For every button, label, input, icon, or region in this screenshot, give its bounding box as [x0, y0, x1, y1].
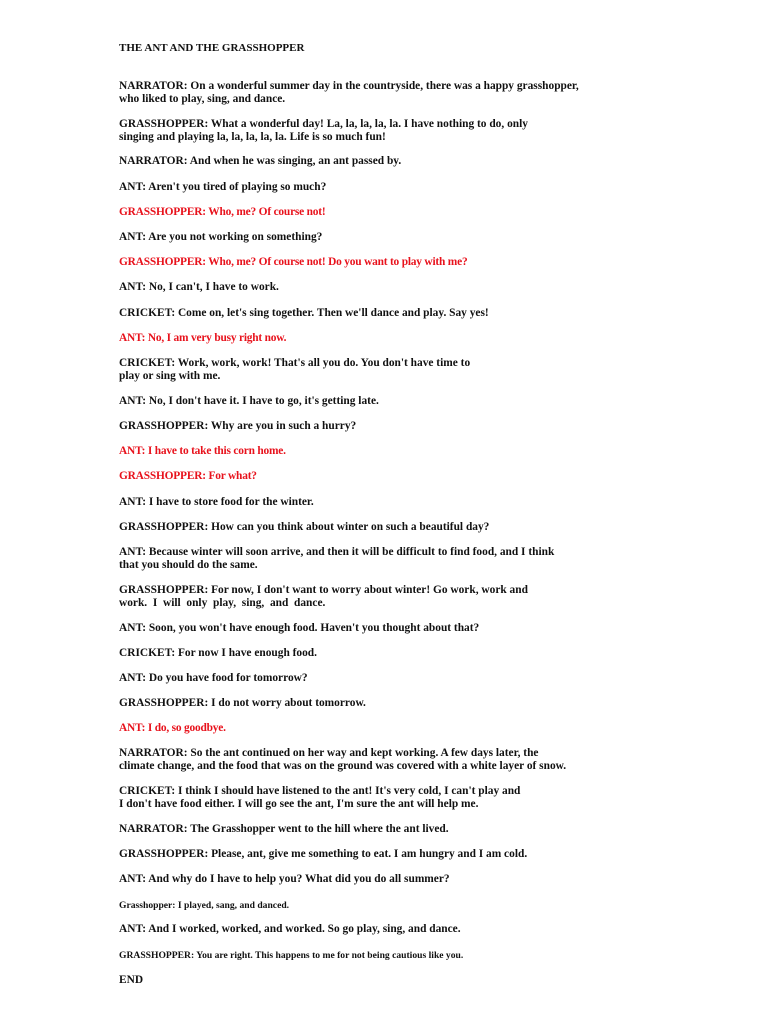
- script-line: GRASSHOPPER: I do not worry about tomorrow.: [119, 697, 366, 709]
- script-line-highlighted: GRASSHOPPER: Who, me? Of course not! Do you want to play with me?: [119, 256, 468, 268]
- script-line: ANT: Aren't you tired of playing so much?: [119, 181, 327, 193]
- end-marker: END: [119, 974, 144, 986]
- script-line: NARRATOR: So the ant continued on her way and kept working. A few days later, the: [119, 747, 539, 759]
- script-line-highlighted: GRASSHOPPER: Who, me? Of course not!: [119, 206, 326, 218]
- script-line: that you should do the same.: [119, 559, 258, 571]
- script-line: CRICKET: Come on, let's sing together. Then we'll dance and play. Say yes!: [119, 307, 489, 319]
- script-line-highlighted: ANT: I have to take this corn home.: [119, 445, 286, 457]
- script-line: ANT: And why do I have to help you? What did you do all summer?: [119, 873, 450, 885]
- script-line: GRASSHOPPER: For now, I don't want to worry about winter! Go work, work and: [119, 584, 528, 596]
- script-line-highlighted: ANT: I do, so goodbye.: [119, 722, 226, 734]
- script-line: CRICKET: I think I should have listened to the ant! It's very cold, I can't play and: [119, 785, 521, 797]
- script-line: work. I will only play, sing, and dance.: [119, 597, 326, 609]
- script-line: ANT: Soon, you won't have enough food. Haven't you thought about that?: [119, 622, 480, 634]
- script-line: GRASSHOPPER: What a wonderful day! La, la, la, la, la. I have nothing to do, only: [119, 118, 528, 130]
- script-line-highlighted: ANT: No, I am very busy right now.: [119, 332, 287, 344]
- script-line-small: Grasshopper: I played, sang, and danced.: [119, 900, 290, 911]
- script-line: NARRATOR: The Grasshopper went to the hill where the ant lived.: [119, 823, 449, 835]
- script-line: NARRATOR: On a wonderful summer day in the countryside, there was a happy grasshopper,: [119, 80, 579, 92]
- script-line: GRASSHOPPER: How can you think about winter on such a beautiful day?: [119, 521, 490, 533]
- script-line: who liked to play, sing, and dance.: [119, 93, 286, 105]
- script-line: climate change, and the food that was on the ground was covered with a white layer of snow.: [119, 760, 567, 772]
- script-line: ANT: No, I can't, I have to work.: [119, 281, 279, 293]
- script-line-highlighted: GRASSHOPPER: For what?: [119, 470, 257, 482]
- script-line: CRICKET: For now I have enough food.: [119, 647, 317, 659]
- script-line: ANT: I have to store food for the winter.: [119, 496, 314, 508]
- script-line: ANT: No, I don't have it. I have to go, it's getting late.: [119, 395, 379, 407]
- script-line: ANT: Do you have food for tomorrow?: [119, 672, 308, 684]
- script-line: GRASSHOPPER: Please, ant, give me something to eat. I am hungry and I am cold.: [119, 848, 528, 860]
- script-line: ANT: Because winter will soon arrive, and then it will be difficult to find food, and I think: [119, 546, 555, 558]
- script-line: ANT: And I worked, worked, and worked. So go play, sing, and dance.: [119, 923, 461, 935]
- script-line: singing and playing la, la, la, la, la. Life is so much fun!: [119, 131, 386, 143]
- script-line-small: GRASSHOPPER: You are right. This happens to me for not being cautious like you.: [119, 950, 464, 961]
- script-line: I don't have food either. I will go see the ant, I'm sure the ant will help me.: [119, 798, 479, 810]
- script-line: ANT: Are you not working on something?: [119, 231, 323, 243]
- document-title: THE ANT AND THE GRASSHOPPER: [119, 42, 305, 54]
- script-line: NARRATOR: And when he was singing, an ant passed by.: [119, 155, 402, 167]
- script-line: CRICKET: Work, work, work! That's all you do. You don't have time to: [119, 357, 471, 369]
- script-line: play or sing with me.: [119, 370, 221, 382]
- script-line: GRASSHOPPER: Why are you in such a hurry?: [119, 420, 357, 432]
